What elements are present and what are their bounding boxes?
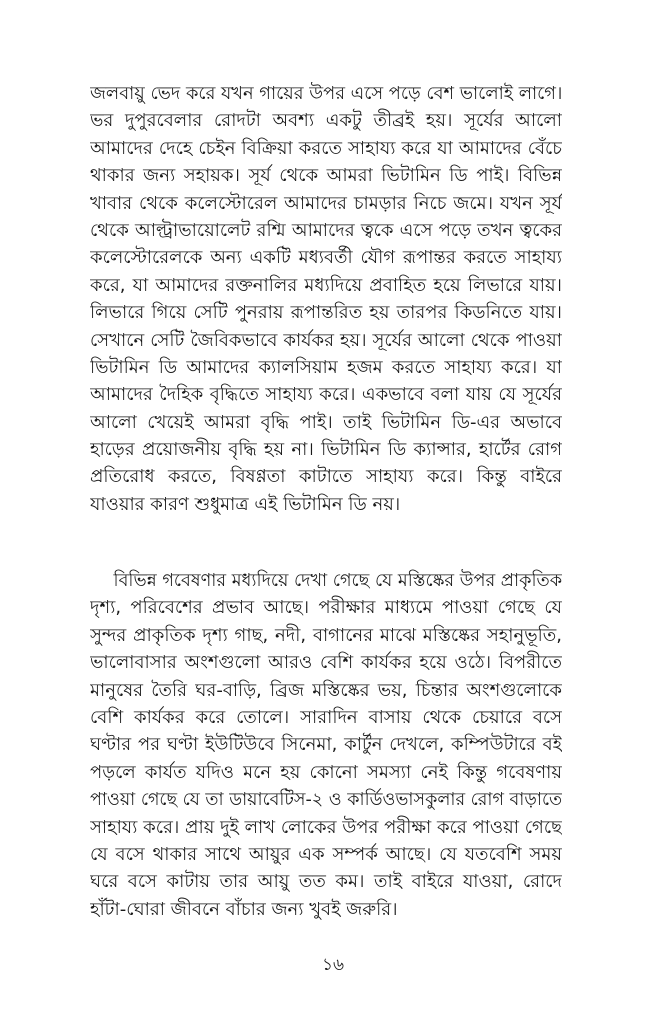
page-number: ১৬ <box>321 955 345 975</box>
text-line: ভালোবাসার অংশগুলো আরও বেশি কার্যকর হয়ে ওঠে। বিপরীতে <box>90 652 562 674</box>
text-line: হাঁটা-ঘোরা জীবনে বাঁচার জন্য খুবই জরুরি। <box>90 898 398 920</box>
text-line: করে, যা আমাদের রক্তনালির মধ্যদিয়ে প্রবাহিত হয়ে লিভারে যায়। <box>90 274 562 296</box>
text-line: সাহায্য করে। প্রায় দুই লাখ লোকের উপর পরীক্ষা করে পাওয়া গেছে <box>90 816 562 838</box>
text-line: থাকার জন্য সহায়ক। সূর্য থেকে আমরা ভিটামিন ডি পাই। বিভিন্ন <box>90 165 562 187</box>
text-line: হাড়ের প্রয়োজনীয় বৃদ্ধি হয় না। ভিটামিন ডি ক্যান্সার, হার্টের রোগ <box>90 439 562 461</box>
text-line: ঘণ্টার পর ঘণ্টা ইউটিউবে সিনেমা, কার্টুন দেখলে, কম্পিউটারে বই <box>90 734 562 756</box>
text-line: সেখানে সেটি জৈবিকভাবে কার্যকর হয়। সূর্যের আলো থেকে পাওয়া <box>90 329 562 351</box>
text-line: কলেস্টোরেলকে অন্য একটি মধ্যবর্তী যৌগ রূপান্তর করতে সাহায্য <box>90 247 562 269</box>
text-line: সুন্দর প্রাকৃতিক দৃশ্য গাছ, নদী, বাগানের মাঝে মস্তিষ্কের সহানুভূতি, <box>90 624 562 646</box>
text-line: বিভিন্ন গবেষণার মধ্যদিয়ে দেখা গেছে যে মস্তিষ্কের উপর প্রাকৃতিক <box>113 570 563 591</box>
text-line: খাবার থেকে কলেস্টোরেল আমাদের চামড়ার নিচে জমে। যখন সূর্য <box>90 192 562 214</box>
paragraph-2 <box>90 567 562 923</box>
text-line: থেকে আল্ট্রাভায়োলেট রশ্মি আমাদের ত্বকে এসে পড়ে তখন ত্বকের <box>90 219 562 241</box>
text-line: জলবায়ু ভেদ করে যখন গায়ের উপর এসে পড়ে বেশ ভালোই লাগে। <box>90 83 562 104</box>
paragraph-1 <box>90 80 562 518</box>
text-line: আমাদের দৈহিক বৃদ্ধিতে সাহায্য করে। একভাবে বলা যায় যে সূর্যের <box>90 384 562 406</box>
text-line: যাওয়ার কারণ শুধুমাত্র এই ভিটামিন ডি নয়। <box>90 493 401 515</box>
text-line: দৃশ্য, পরিবেশের প্রভাব আছে। পরীক্ষার মাধ্যমে পাওয়া গেছে যে <box>90 597 562 619</box>
text-line: পাওয়া গেছে যে তা ডায়াবেটিস-২ ও কার্ডিওভাসকুলার রোগ বাড়াতে <box>90 789 563 811</box>
text-line: মানুষের তৈরি ঘর-বাড়ি, ব্রিজ মস্তিষ্কের ভয়, চিন্তার অংশগুলোকে <box>90 679 562 701</box>
text-line: ঘরে বসে কাটায় তার আয়ু তত কম। তাই বাইরে যাওয়া, রোদে <box>90 871 562 893</box>
text-line: আলো খেয়েই আমরা বৃদ্ধি পাই। তাই ভিটামিন ডি-এর অভাবে <box>90 411 562 433</box>
text-line: প্রতিরোধ করতে, বিষণ্ণতা কাটাতে সাহায্য করে। কিন্তু বাইরে <box>90 466 562 488</box>
text-line: লিভারে গিয়ে সেটি পুনরায় রূপান্তরিত হয় তারপর কিডনিতে যায়। <box>90 302 562 324</box>
text-line: ভর দুপুরবেলার রোদটা অবশ্য একটু তীব্রই হয়। সূর্যের আলো <box>90 110 562 132</box>
text-line: বেশি কার্যকর করে তোলে। সারাদিন বাসায় থেকে চেয়ারে বসে <box>90 706 562 728</box>
text-line: ভিটামিন ডি আমাদের ক্যালসিয়াম হজম করতে সাহায্য করে। যা <box>90 356 562 378</box>
text-line: যে বসে থাকার সাথে আয়ুর এক সম্পর্ক আছে। যে যতবেশি সময় <box>90 843 562 865</box>
text-line: পড়লে কার্যত যদিও মনে হয় কোনো সমস্যা নেই কিন্তু গবেষণায় <box>90 761 562 783</box>
text-line: আমাদের দেহে চেইন বিক্রিয়া করতে সাহায্য করে যা আমাদের বেঁচে <box>90 137 562 159</box>
